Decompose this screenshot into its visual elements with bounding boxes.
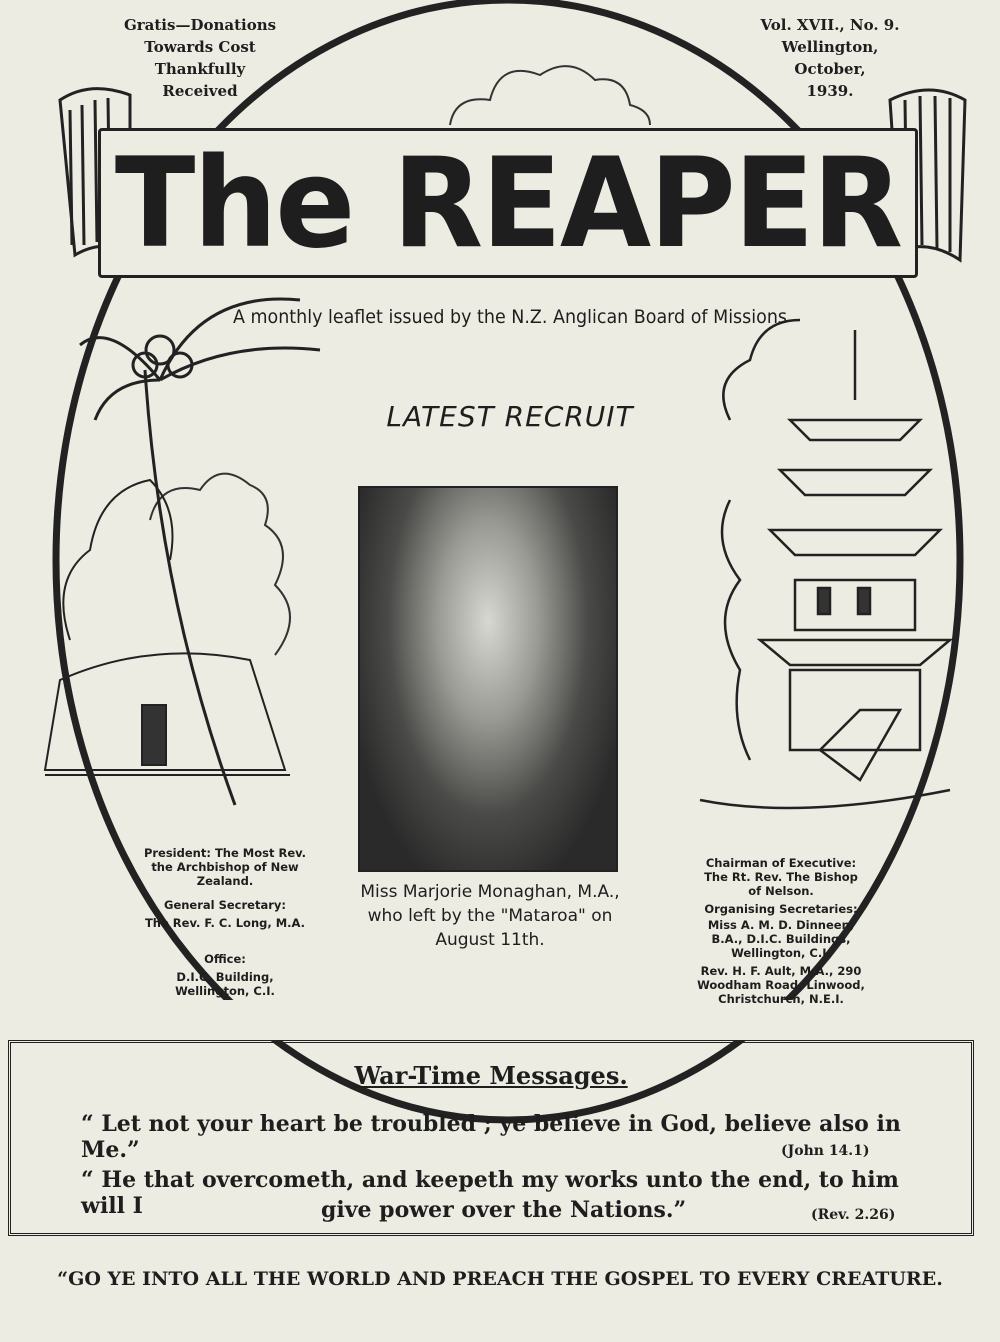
office-address: D.I.C. Building, Wellington, C.I. [175, 970, 275, 998]
donation-line: Gratis—Donations [123, 16, 277, 34]
palm-tree-illustration [80, 299, 320, 805]
masthead-title: The REAPER [114, 130, 902, 276]
organiser-dinneen: Miss A. M. D. Dinneen, B.A., D.I.C. Buildings, Wellington, C.I. [707, 918, 855, 960]
office-heading: Office: [204, 952, 246, 966]
issue-year: 1939. [806, 82, 854, 100]
donation-note [110, 14, 290, 102]
donation-line: Towards Cost [144, 38, 256, 56]
pagoda-illustration [700, 320, 950, 808]
issue-info [740, 14, 920, 102]
board-officers-right [696, 856, 866, 1016]
caption-line: August 11th. [435, 930, 545, 950]
caption-line: who left by the "Mataroa" on [367, 906, 613, 926]
tagline: A monthly leaflet issued by the N.Z. Anglican Board of Missions [232, 306, 788, 328]
issue-place: Wellington, [781, 38, 879, 56]
donation-line: Thankfully [154, 60, 246, 78]
president-info: President: The Most Rev. the Archbishop of New Zealand. [143, 846, 307, 888]
ref-john: (John 14.1) [781, 1143, 870, 1159]
ref-revelation: (Rev. 2.26) [811, 1207, 896, 1223]
volume-number: Vol. XVII., No. 9. [760, 16, 900, 34]
secretary-heading: General Secretary: [164, 898, 286, 912]
quote-revelation-2: give power over the Nations.” [321, 1197, 687, 1223]
organiser-ault: Rev. H. F. Ault, M.A., 290 Woodham Road, Linwood, Christchurch, N.E.I. [697, 964, 865, 1006]
portrait-photo [358, 486, 618, 872]
feature-heading: LATEST RECRUIT [386, 400, 634, 433]
photo-caption [320, 880, 660, 952]
organising-heading: Organising Secretaries: [704, 902, 858, 916]
hut-illustration [45, 480, 290, 775]
quote-john: “ Let not your heart be troubled ; ye believe in God, believe also in Me.” [81, 1111, 901, 1163]
war-time-messages-box [8, 1040, 974, 1236]
messages-title: War-Time Messages. [354, 1061, 628, 1090]
board-officers-left [140, 846, 310, 1008]
chairman-info: Chairman of Executive: The Rt. Rev. The Bishop of Nelson. [704, 856, 858, 898]
footer-motto: “GO YE INTO ALL THE WORLD AND PREACH THE GOSPEL TO EVERY CREATURE. [57, 1268, 943, 1290]
secretary-name: The Rev. F. C. Long, M.A. [144, 916, 306, 930]
quote-revelation-1: “ He that overcometh, and keepeth my works unto the end, to him will I [81, 1167, 899, 1219]
title-banner [98, 128, 918, 278]
issue-month: October, [794, 60, 866, 78]
caption-line: Miss Marjorie Monaghan, M.A., [360, 882, 620, 902]
donation-line: Received [162, 82, 238, 100]
